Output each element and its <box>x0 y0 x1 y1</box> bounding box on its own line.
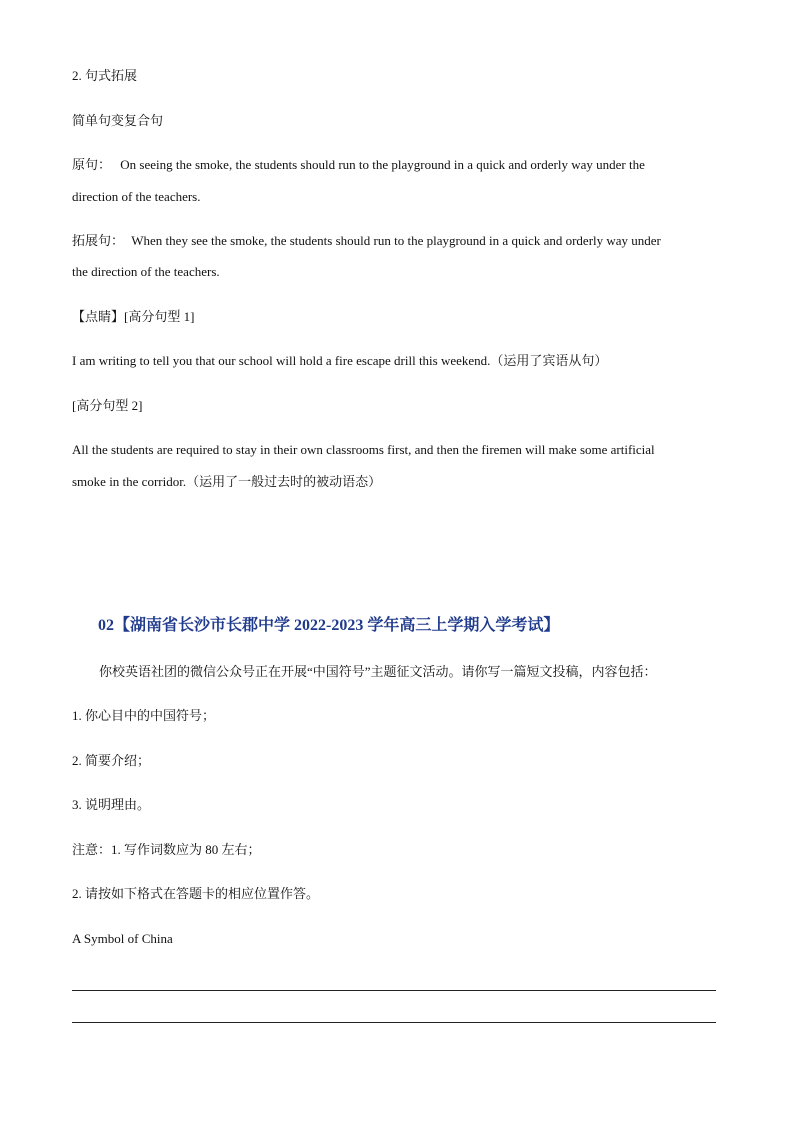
original-text-2: direction of the teachers. <box>72 189 201 204</box>
section-title: 2. 句式拓展 <box>72 68 138 83</box>
expanded-sentence <box>72 233 661 249</box>
high-score-sentence-2-line-1: All the students are required to stay in their own classrooms first, and then the firemen will make some artificial <box>72 442 655 457</box>
requirement-item-1: 1. 你心目中的中国符号； <box>72 708 216 723</box>
exam-heading: 02【湖南省长沙市长郡中学 2022-2023 学年高三上学期入学考试】 <box>98 617 560 634</box>
pattern-2-label: [高分句型 2] <box>72 398 143 413</box>
original-sentence <box>72 157 645 173</box>
original-label: 原句： <box>72 157 112 172</box>
note-1: 注意：1. 写作词数应为 80 左右； <box>72 842 261 857</box>
essay-title: A Symbol of China <box>72 931 173 946</box>
expanded-text-2: the direction of the teachers. <box>72 264 220 279</box>
section-subtitle: 简单句变复合句 <box>72 113 164 128</box>
note-2: 2. 请按如下格式在答题卡的相应位置作答。 <box>72 886 320 901</box>
high-score-sentence-2-line-2: smoke in the corridor.（运用了一般过去时的被动语态） <box>72 474 382 489</box>
requirement-item-3: 3. 说明理由。 <box>72 797 151 812</box>
requirement-item-2: 2. 简要介绍； <box>72 753 151 768</box>
expanded-label: 拓展句： <box>72 233 125 248</box>
expanded-text-1: When they see the smoke, the students should run to the playground in a quick and orderly way under <box>131 233 661 248</box>
highlight-label: 【点睛】[高分句型 1] <box>72 309 195 324</box>
original-text-1: On seeing the smoke, the students should run to the playground in a quick and orderly way under the <box>120 157 645 172</box>
answer-line-2 <box>72 1022 716 1023</box>
answer-line-1 <box>72 990 716 991</box>
high-score-sentence-1: I am writing to tell you that our school will hold a fire escape drill this weekend.（运用了宾语从句） <box>72 353 608 368</box>
writing-prompt: 你校英语社团的微信公众号正在开展“中国符号”主题征文活动。请你写一篇短文投稿，内容包括： <box>99 664 657 679</box>
